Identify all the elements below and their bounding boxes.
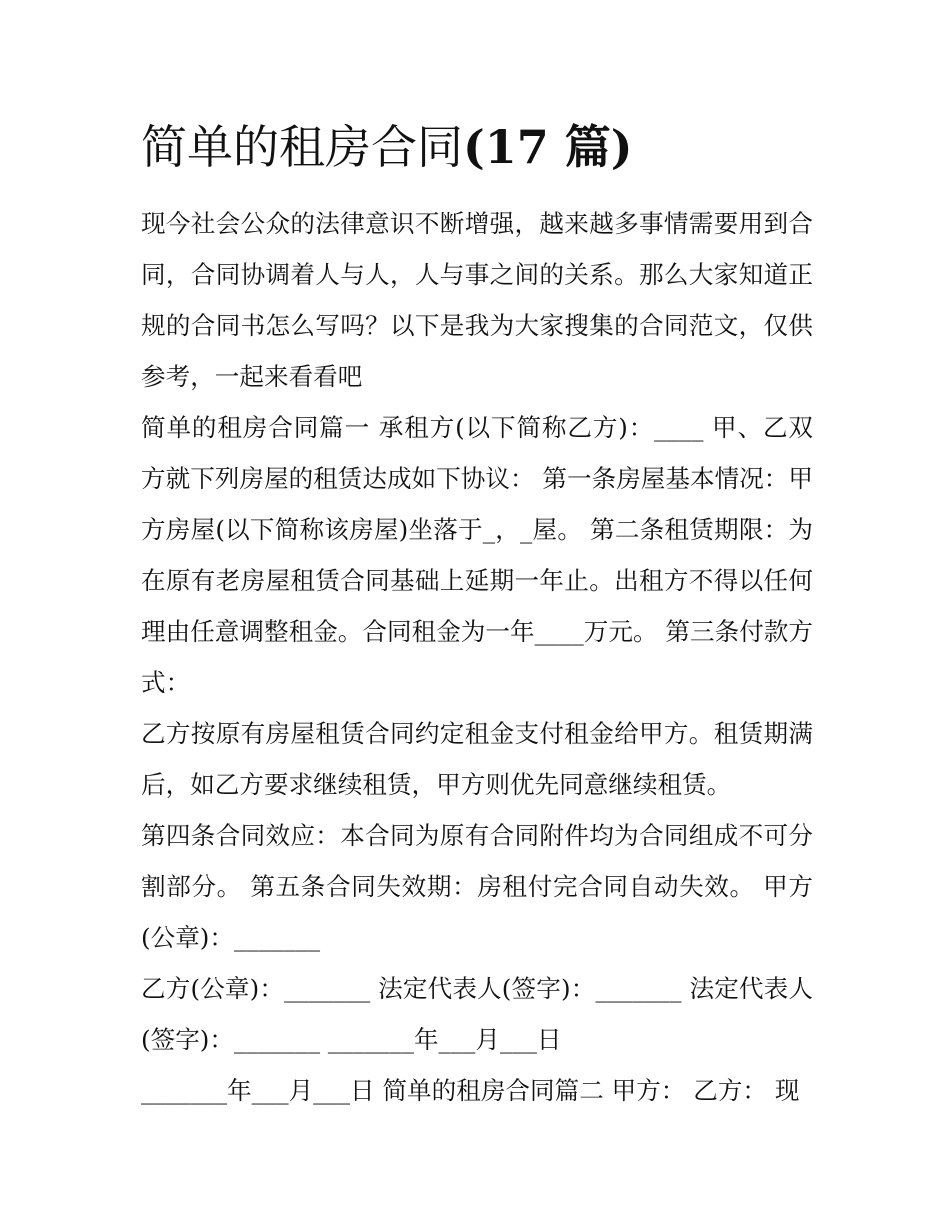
paragraph-intro: 现今社会公众的法律意识不断增强，越来越多事情需要用到合同，合同协调着人与人，人与事之间的关系。那么大家知道正规的合同书怎么写吗？以下是我为大家搜集的合同范文，仅供参考，一起来看看吧: [141, 209, 813, 391]
paragraph-signatures: 乙方(公章)：_______ 法定代表人(签字)：_______ 法定代表人(签字)：_______ _______年___月___日: [141, 974, 813, 1054]
document-title-suffix: (17 篇): [463, 120, 633, 174]
paragraph-contract-one-terms: 简单的租房合同篇一 承租方(以下简称乙方)：____ 甲、乙双方就下列房屋的租赁达成如下协议： 第一条房屋基本情况：甲方房屋(以下简称该房屋)坐落于_，_屋。 第二条租赁期限：为在原有老房屋租赁合同基础上延期一年止。出租方不得以任何理由任意调整租金。合同租金为一年____万元。 第三条付款方式：: [141, 413, 813, 697]
paragraph-contract-two-start: _______年___月___日 简单的租房合同篇二 甲方： 乙方： 现: [141, 1076, 800, 1105]
document-content: [141, 112, 813, 1116]
document-title-main: 简单的租房合同: [141, 120, 463, 174]
document-title: [141, 112, 813, 182]
paragraph-contract-effect: 第四条合同效应：本合同为原有合同附件均为合同组成不可分割部分。 第五条合同失效期：房租付完合同自动失效。 甲方(公章)：_______: [141, 821, 813, 952]
paragraph-payment-method: 乙方按原有房屋租赁合同约定租金支付租金给甲方。租赁期满后，如乙方要求继续租赁，甲方则优先同意继续租赁。: [141, 719, 813, 799]
